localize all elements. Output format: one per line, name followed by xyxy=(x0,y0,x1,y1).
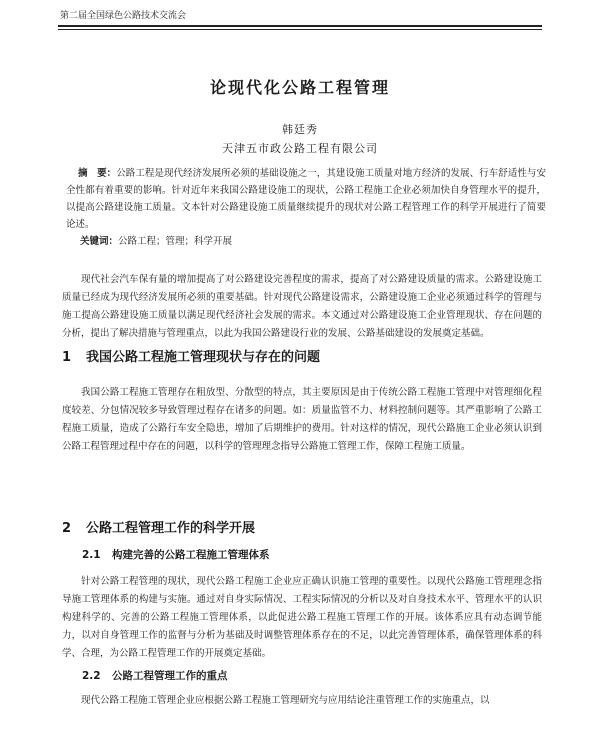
author-affiliation: 天津五市政公路工程有限公司 xyxy=(222,142,378,155)
author-name: 韩廷秀 xyxy=(282,123,318,136)
section-2-title: 公路工程管理工作的科学开展 xyxy=(86,521,256,536)
section-2-heading xyxy=(62,517,542,536)
keywords-label: 关键词： xyxy=(80,236,119,247)
subsection-2-2-paragraph: 现代公路工程施工管理企业应根据公路工程施工管理研究与应用结论注重管理工作的实施重点，以 xyxy=(81,695,490,706)
subsection-2-2-heading xyxy=(82,668,542,683)
section-1-title: 我国公路工程施工管理现状与存在的问题 xyxy=(86,350,321,365)
abstract-text: 公路工程是现代经济发展所必须的基础设施之一，其建设施工质量对地方经济的发展、行车舒适性与安全性都有着重要的影响。针对近年来我国公路建设施工的现状，公路工程施工企业必须加快自身管理水平的提升，以提高公路建设施工质量。文本针对公路建设施工质量继续提升的现状对公路工程管理工作的科学开展进行了简要论述。 xyxy=(66,168,546,230)
subsection-2-1-title: 构建完善的公路工程施工管理体系 xyxy=(112,549,270,561)
paper-title: 论现代化公路工程管理 xyxy=(209,78,390,97)
subsection-2-1-number: 2.1 xyxy=(82,549,101,561)
subsection-2-1-paragraph: 针对公路工程管理的现状，现代公路工程施工企业应正确认识施工管理的重要性。以现代公路施工管理理念指导施工管理体系的构建与实施。通过对自身实际情况、工程实际情况的分析以及对自身技术水平、管理水平的认识构建科学的、完善的公路工程施工管理体系，以此促进公路工程施工管理工作的开展。该体系应具有动态调节能力，以对自身管理工作的监督与分析为基础及时调整管理体系存在的不足，以此完善管理体系，确保管理体系的科学、合理，为公路工程管理工作的开展奠定基础。 xyxy=(62,576,542,659)
subsection-2-2-title: 公路工程管理工作的重点 xyxy=(112,670,228,682)
section-1-heading xyxy=(62,346,542,365)
header-rule-thin xyxy=(58,29,542,30)
section-2-number: 2 xyxy=(62,521,72,536)
abstract-label: 摘 要： xyxy=(78,168,117,179)
subsection-2-1-heading xyxy=(82,547,542,562)
section-1-number: 1 xyxy=(62,350,72,365)
keywords-text: 公路工程；管理；科学开展 xyxy=(118,236,233,247)
header-rule-thick xyxy=(58,25,542,27)
running-header: 第二届全国绿色公路技术交流会 xyxy=(60,11,187,21)
intro-paragraph: 现代社会汽车保有量的增加提高了对公路建设完善程度的需求，提高了对公路建设质量的需求。公路建设施工质量已经成为现代经济发展所必须的重要基础。针对现代公路建设需求，公路建设施工企业必须通过科学的管理与施工提高公路建设施工质量以满足现代经济社会发展的需求。本文通过对公路建设施工企业管理现状、存在问题的分析，提出了解决措施与管理重点，以此为我国公路建设行业的发展、公路基础建设的发展奠定基础。 xyxy=(62,274,542,339)
abstract xyxy=(66,165,546,233)
keywords xyxy=(80,235,540,249)
subsection-2-2-number: 2.2 xyxy=(82,670,101,682)
section-1-paragraph: 我国公路工程施工管理存在粗放型、分散型的特点，其主要原因是由于传统公路工程施工管理中对管理细化程度较差、分包情况较多导致管理过程存在诸多的问题。如：质量监管不力、材料控制问题等。其严重影响了公路工程施工质量，造成了公路行车安全隐患，增加了后期维护的费用。针对这样的情况，现代公路施工企业必须认识到公路工程管理过程中存在的问题，以科学的管理理念指导公路施工管理工作，保障工程施工质量。 xyxy=(62,387,542,452)
